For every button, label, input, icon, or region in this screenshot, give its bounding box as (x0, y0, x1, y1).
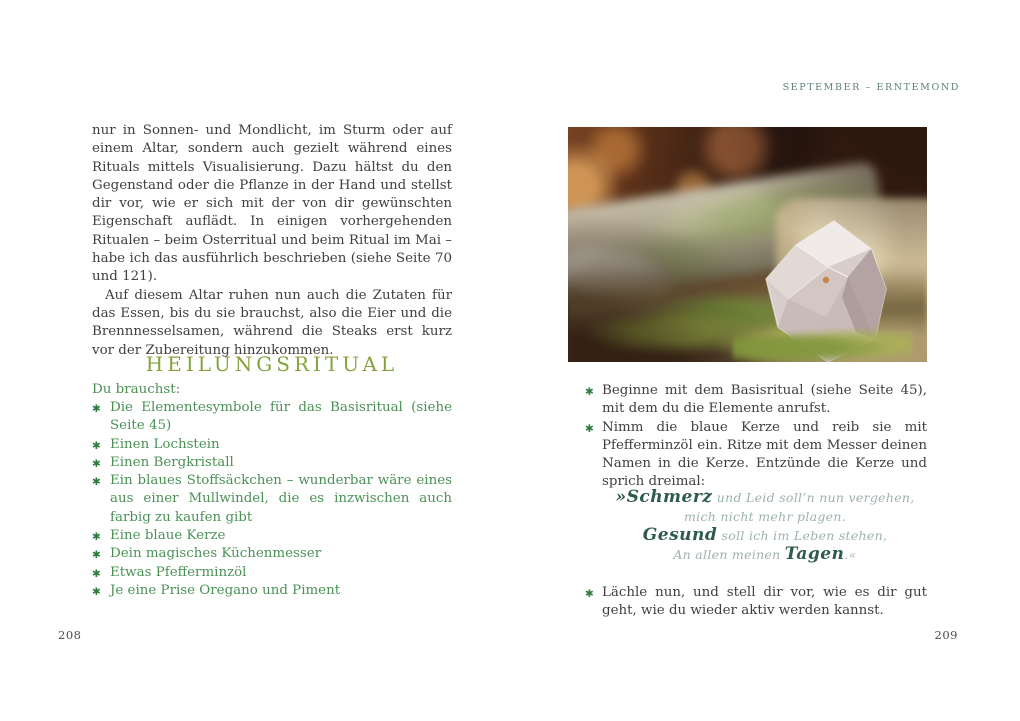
step-item (585, 584, 927, 621)
ritual-steps-final (585, 584, 927, 621)
ingredients-list (92, 399, 452, 600)
list-item-label: Eine blaue Kerze (110, 528, 226, 544)
list-item (92, 582, 452, 600)
list-item (92, 436, 452, 454)
list-item (92, 527, 452, 545)
page-number-right: 209 (934, 628, 958, 642)
list-item-label: Ein blaues Stoffsäckchen – wunderbar wäre eines aus einer Mullwindel, die es inzwischen auch farbig zu kaufen gibt (110, 473, 452, 525)
asterisk-bullet-icon: ✱ (585, 588, 594, 600)
step-text: Beginne mit dem Basisritual (siehe Seite 45), mit dem du die Elemente anrufst. (602, 383, 927, 417)
left-body-text (92, 122, 452, 360)
asterisk-bullet-icon: ✱ (585, 386, 594, 398)
list-item (92, 399, 452, 436)
chapter-heading: HEILUNGSRITUAL (145, 352, 399, 377)
step-text: Nimm die blaue Kerze und reib sie mit Pfefferminzöl ein. Ritze mit dem Messer deinen Namen in die Kerze. Entzünde die Kerze und sprich dreimal: (602, 419, 927, 490)
step-item (585, 382, 927, 419)
step-text: Lächle nun, und stell dir vor, wie es dir gut geht, wie du wieder aktiv werden kannst. (602, 585, 927, 619)
asterisk-bullet-icon: ✱ (92, 403, 101, 415)
list-item (92, 564, 452, 582)
list-item (92, 454, 452, 472)
asterisk-bullet-icon: ✱ (92, 549, 101, 562)
healing-verse (600, 488, 930, 564)
list-intro: Du brauchst: (92, 382, 181, 397)
ritual-steps (585, 382, 927, 492)
running-header: SEPTEMBER – ERNTEMOND (782, 82, 960, 93)
asterisk-bullet-icon: ✱ (92, 531, 101, 544)
list-item (92, 472, 452, 527)
asterisk-bullet-icon: ✱ (585, 422, 594, 435)
verse-line: An allen meinen Tagen.« (673, 544, 857, 564)
verse-line: »Schmerz und Leid soll’n nun vergehen, (615, 487, 915, 507)
list-item-label: Je eine Prise Oregano und Piment (110, 582, 341, 598)
paragraph: Auf diesem Altar ruhen nun auch die Zutaten für das Essen, bis du sie brauchst, also die Eier und die Brennnesselsamen, während die Steaks erst kurz vor der Zubereitung hinzukommen. (92, 287, 452, 358)
crystal-photo (568, 127, 927, 362)
list-item-label: Einen Lochstein (110, 436, 220, 452)
list-item-label: Etwas Pfefferminzöl (110, 564, 247, 580)
paragraph: nur in Sonnen- und Mondlicht, im Sturm oder auf einem Altar, sondern auch gezielt während eines Rituals mittels Visualisierung. Dazu hältst du den Gegenstand oder die Pflanze in der Hand und stellst dir vor, wie er sich mit der von dir gewünschten Eigenschaft auflädt. In einigen vorhergehenden Ritualen – beim Osterritual und beim Ritual im Mai – habe ich das ausführlich beschrieben (siehe Seite 70 und 121). (92, 123, 452, 285)
page-number-left: 208 (58, 628, 82, 642)
list-item-label: Einen Bergkristall (110, 454, 234, 470)
list-item-label: Dein magisches Küchenmesser (110, 546, 322, 562)
asterisk-bullet-icon: ✱ (92, 585, 101, 598)
asterisk-bullet-icon: ✱ (92, 439, 101, 452)
asterisk-bullet-icon: ✱ (92, 476, 101, 489)
step-item (585, 419, 927, 492)
list-item (92, 545, 452, 563)
list-item-label: Die Elementesymbole für das Basisritual (siehe Seite 45) (110, 400, 452, 434)
asterisk-bullet-icon: ✱ (92, 457, 101, 470)
verse-line: Gesund soll ich im Leben stehen, (642, 525, 888, 545)
photo-moss-front (733, 329, 913, 362)
asterisk-bullet-icon: ✱ (92, 567, 101, 580)
verse-line: mich nicht mehr plagen. (684, 509, 846, 524)
